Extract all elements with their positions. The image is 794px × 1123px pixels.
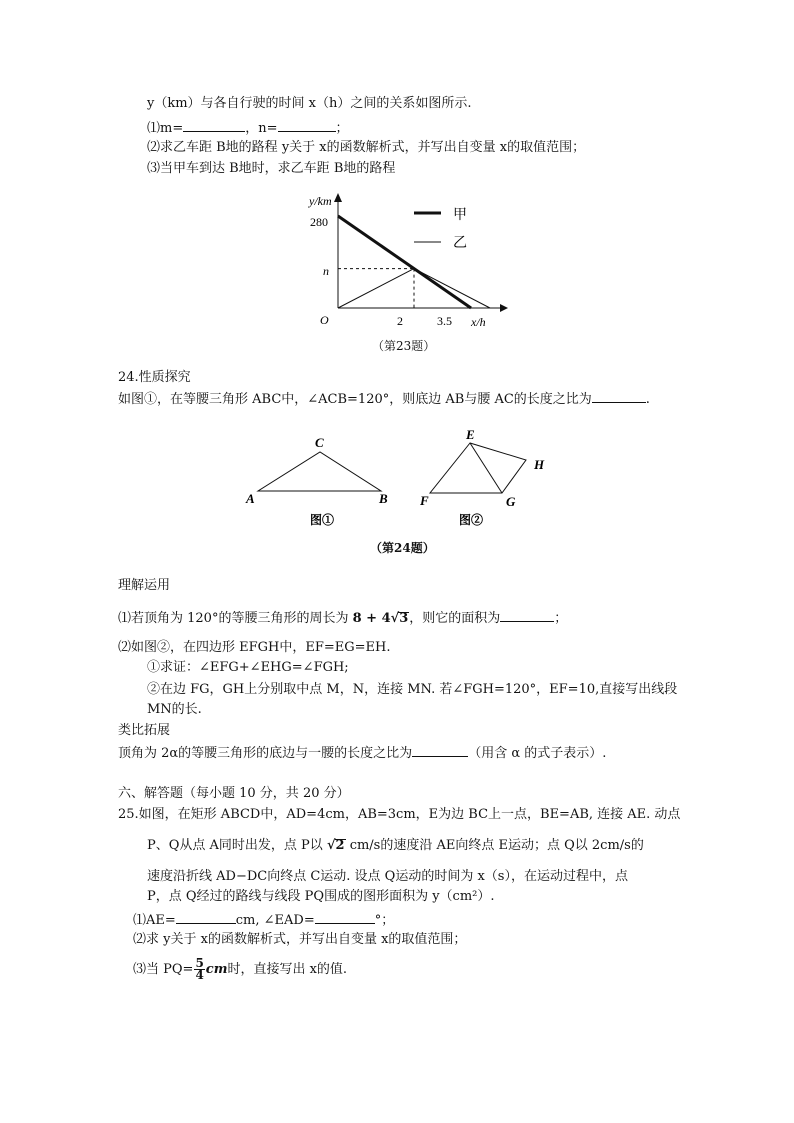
pq-fraction <box>194 958 204 981</box>
segment-eg <box>470 443 502 493</box>
q24-intro-text: 如图①，在等腰三角形 ABC中，∠ACB=120°，则底边 AB与腰 AC的长度之比为 <box>118 392 592 407</box>
section-analogy: 类比拓展 <box>118 723 171 738</box>
section-understand: 理解运用 <box>118 578 171 593</box>
legend-label-yi: 乙 <box>453 236 467 251</box>
q23-n-blank[interactable] <box>278 119 336 132</box>
x-tick-3-5: 3.5 <box>437 314 452 328</box>
section-six-title: 六、解答题（每小题 10 分，共 20 分） <box>118 786 350 801</box>
q25-part-2: ⑵求 y关于 x的函数解析式，并写出自变量 x的取值范围； <box>133 932 467 947</box>
q25-part-3-b: 时，直接写出 x的值. <box>227 962 348 977</box>
y-tick-n: n <box>323 264 329 278</box>
q25-line-3: 速度沿折线 AD−DC向终点 C运动. 设点 Q运动的时间为 x（s），在运动过程中，点 <box>147 869 628 884</box>
vertex-h: H <box>534 457 545 472</box>
q24-extension-end: （用含 α 的式子表示）. <box>468 746 607 761</box>
q23-m-blank[interactable] <box>183 119 245 132</box>
graph-series <box>338 216 490 308</box>
q23-part1-start: ⑴m= <box>147 121 184 136</box>
q24-intro <box>118 390 650 408</box>
quadrilateral-efgh <box>430 443 526 493</box>
q23-part1 <box>147 119 349 137</box>
x-axis-arrow <box>500 304 508 312</box>
q24-extension-blank[interactable] <box>412 744 468 757</box>
q24-ratio-blank[interactable] <box>592 390 646 403</box>
pq-fraction-den: 4 <box>195 968 204 982</box>
legend-label-jia: 甲 <box>453 208 467 223</box>
y-axis-label: y/km <box>309 194 332 208</box>
vertex-c: C <box>315 435 324 450</box>
perimeter-expression-sqrt: 3 <box>399 611 409 626</box>
q24-use-1-mid: ，则它的面积为 <box>409 611 501 626</box>
q23-part2: ⑵求乙车距 B地的路程 y关于 x的函数解析式，并写出自变量 x的取值范围； <box>147 140 586 155</box>
perimeter-expression-a: 8 + 4 <box>352 611 391 626</box>
q24-extension <box>118 744 606 762</box>
q24-title: 24.性质探究 <box>118 370 191 385</box>
q25-line-1: 25.如图，在矩形 ABCD中，AD=4cm，AB=3cm，E为边 BC上一点，BE=AB, 连接 AE. 动点 <box>118 807 681 822</box>
q25-line-2-b: cm/s的速度沿 AE向终点 E运动；点 Q以 2cm/s的 <box>349 838 644 853</box>
figure-2-quadrilateral <box>419 427 545 527</box>
q25-part-1 <box>133 911 394 929</box>
q24-use-2-ii-cont: MN的长. <box>147 702 202 717</box>
origin-label: O <box>320 313 329 327</box>
y-axis-arrow <box>334 193 342 202</box>
q25-part-3 <box>133 956 347 984</box>
vertex-e: E <box>466 427 475 442</box>
q23-intro: y（km）与各自行驶的时间 x（h）之间的关系如图所示. <box>147 96 472 111</box>
q24-use-2: ⑵如图②，在四边形 EFGH中，EF=EG=EH. <box>118 640 391 655</box>
q23-part1-mid: ，n= <box>245 121 278 136</box>
q24-use-1-end: ； <box>554 611 568 626</box>
q24-use-1-text: ⑴若顶角为 120°的等腰三角形的周长为 <box>118 611 349 626</box>
q25-part-1-a: ⑴AE= <box>133 913 176 928</box>
x-tick-2: 2 <box>397 314 403 328</box>
q24-use-1 <box>118 609 567 627</box>
vertex-g: G <box>506 494 516 509</box>
figure-1-triangle <box>245 435 388 527</box>
figure-1-label: 图① <box>310 513 335 527</box>
q24-area-blank[interactable] <box>500 609 554 622</box>
speed-sqrt: 2 <box>335 838 345 853</box>
q25-line-2: P、Q从点 A同时出发，点 P以 √2 cm/s的速度沿 AE向终点 E运动；点 Q以 2cm/s的 <box>147 838 644 853</box>
q25-part-3-a: ⑶当 PQ= <box>133 962 194 977</box>
graph-axes <box>334 193 508 312</box>
q23-part3: ⑶当甲车到达 B地时，求乙车距 B地的路程 <box>147 161 396 176</box>
q25-part-1-b: cm, ∠EAD= <box>235 913 315 928</box>
y-tick-280: 280 <box>310 215 328 229</box>
vertex-f: F <box>420 493 429 508</box>
triangle-abc <box>258 452 381 491</box>
q24-figures <box>240 425 560 535</box>
q23-graph <box>290 186 510 346</box>
q25-ae-blank[interactable] <box>176 911 236 924</box>
q24-intro-end: . <box>645 392 650 407</box>
q24-extension-text: 顶角为 2α的等腰三角形的底边与一腰的长度之比为 <box>118 746 413 761</box>
q24-use-2-i: ①求证：∠EFG+∠EHG=∠FGH; <box>147 660 349 675</box>
series-line-jia <box>338 216 471 308</box>
x-axis-label: x/h <box>471 315 486 329</box>
q23-caption: （第23题） <box>372 339 436 353</box>
q25-angle-blank[interactable] <box>315 911 375 924</box>
perimeter-expression: 8 + 4√3 <box>352 611 409 626</box>
q25-line-2-a: P、Q从点 A同时出发，点 P以 <box>147 838 323 853</box>
vertex-a: A <box>246 491 255 506</box>
q24-caption: （第24题） <box>370 541 435 555</box>
q23-part1-end: ； <box>335 121 349 136</box>
vertex-b: B <box>379 491 388 506</box>
pq-unit: cm <box>205 962 228 977</box>
q25-line-4: P，点 Q经过的路线与线段 PQ围成的图形面积为 y（cm²）. <box>147 889 495 904</box>
q24-use-2-ii: ②在边 FG，GH上分别取中点 M，N，连接 MN. 若∠FGH=120°，EF=10,直接写出线段 <box>147 682 678 697</box>
figure-2-label: 图② <box>459 513 484 527</box>
q25-part-1-c: °； <box>374 913 395 928</box>
pq-fraction-num: 5 <box>195 956 204 970</box>
